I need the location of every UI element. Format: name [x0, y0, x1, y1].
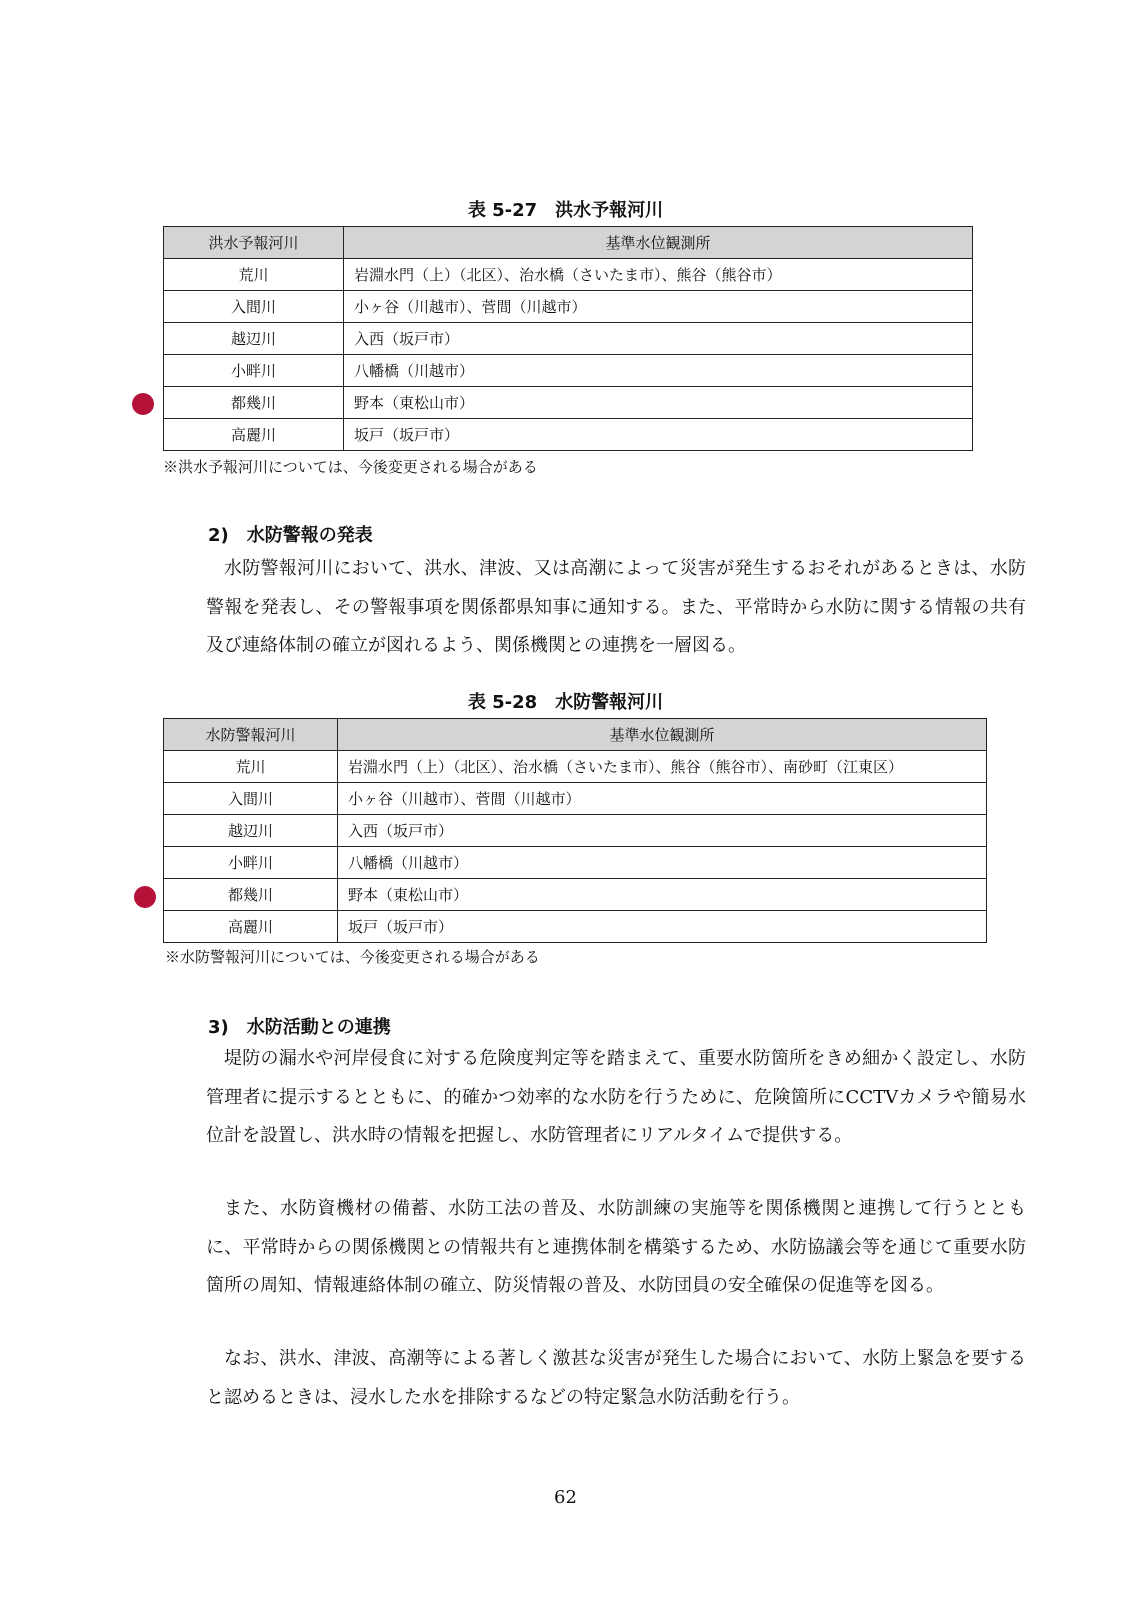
table1-header-row: [164, 227, 973, 259]
table1-caption: 表 5-27 洪水予報河川: [467, 200, 664, 221]
river-cell: 小畔川: [164, 847, 338, 879]
table-row: [164, 751, 987, 783]
river-cell: 越辺川: [164, 815, 338, 847]
table2-caption: 表 5-28 水防警報河川: [467, 692, 664, 713]
section2-paragraph: 水防警報河川において、洪水、津波、又は高潮によって災害が発生するおそれがあるときは、水防警報を発表し、その警報事項を関係都県知事に通知する。また、平常時から水防に関する情報の共有及び連絡体制の確立が図れるよう、関係機関との連携を一層図る。: [206, 558, 1026, 656]
station-cell: 野本（東松山市）: [338, 879, 987, 911]
river-cell: 都幾川: [164, 879, 338, 911]
station-cell: 岩淵水門（上）（北区）、治水橋（さいたま市）、熊谷（熊谷市）、南砂町（江東区）: [338, 751, 987, 783]
table-row: [164, 419, 973, 451]
station-cell: 八幡橋（川越市）: [344, 355, 973, 387]
revision-marker-dot: [134, 886, 156, 908]
station-cell: 小ヶ谷（川越市）、菅間（川越市）: [338, 783, 987, 815]
table2-header-river: 水防警報河川: [164, 719, 338, 751]
table2: [163, 718, 987, 943]
section3-heading: 3) 水防活動との連携: [208, 1017, 391, 1038]
page-number: 62: [554, 1487, 577, 1508]
table2-header-station: 基準水位観測所: [338, 719, 987, 751]
river-cell: 高麗川: [164, 911, 338, 943]
revision-marker-dot: [132, 393, 154, 415]
station-cell: 岩淵水門（上）（北区）、治水橋（さいたま市）、熊谷（熊谷市）: [344, 259, 973, 291]
table-row: [164, 323, 973, 355]
table2-header-row: [164, 719, 987, 751]
table1: [163, 226, 973, 451]
table-row: [164, 783, 987, 815]
river-cell: 都幾川: [164, 387, 344, 419]
table-row: [164, 259, 973, 291]
table-row: [164, 815, 987, 847]
table-row: [164, 355, 973, 387]
section3-paragraph-3: なお、洪水、津波、高潮等による著しく激甚な災害が発生した場合において、水防上緊急を要すると認めるときは、浸水した水を排除するなどの特定緊急水防活動を行う。: [206, 1348, 1026, 1408]
station-cell: 八幡橋（川越市）: [338, 847, 987, 879]
table-row: [164, 387, 973, 419]
river-cell: 荒川: [164, 751, 338, 783]
table2-note: ※水防警報河川については、今後変更される場合がある: [165, 948, 540, 966]
station-cell: 坂戸（坂戸市）: [338, 911, 987, 943]
table1-header-river: 洪水予報河川: [164, 227, 344, 259]
section3-paragraph-1: 堤防の漏水や河岸侵食に対する危険度判定等を踏まえて、重要水防箇所をきめ細かく設定し、水防管理者に提示するとともに、的確かつ効率的な水防を行うために、危険箇所にCCTVカメラや簡易水位計を設置し、洪水時の情報を把握し、水防管理者にリアルタイムで提供する。: [206, 1048, 1026, 1146]
river-cell: 入間川: [164, 291, 344, 323]
river-cell: 越辺川: [164, 323, 344, 355]
station-cell: 入西（坂戸市）: [338, 815, 987, 847]
river-cell: 高麗川: [164, 419, 344, 451]
table-row: [164, 291, 973, 323]
table-row: [164, 847, 987, 879]
station-cell: 坂戸（坂戸市）: [344, 419, 973, 451]
river-cell: 小畔川: [164, 355, 344, 387]
station-cell: 小ヶ谷（川越市）、菅間（川越市）: [344, 291, 973, 323]
table1-header-station: 基準水位観測所: [344, 227, 973, 259]
table-row: [164, 879, 987, 911]
river-cell: 荒川: [164, 259, 344, 291]
section3-paragraph-2: また、水防資機材の備蓄、水防工法の普及、水防訓練の実施等を関係機関と連携して行うとともに、平常時からの関係機関との情報共有と連携体制を構築するため、水防協議会等を通じて重要水防箇所の周知、情報連絡体制の確立、防災情報の普及、水防団員の安全確保の促進等を図る。: [206, 1198, 1026, 1296]
table-row: [164, 911, 987, 943]
river-cell: 入間川: [164, 783, 338, 815]
table1-note: ※洪水予報河川については、今後変更される場合がある: [163, 458, 538, 476]
station-cell: 入西（坂戸市）: [344, 323, 973, 355]
station-cell: 野本（東松山市）: [344, 387, 973, 419]
section2-heading: 2) 水防警報の発表: [208, 525, 373, 546]
